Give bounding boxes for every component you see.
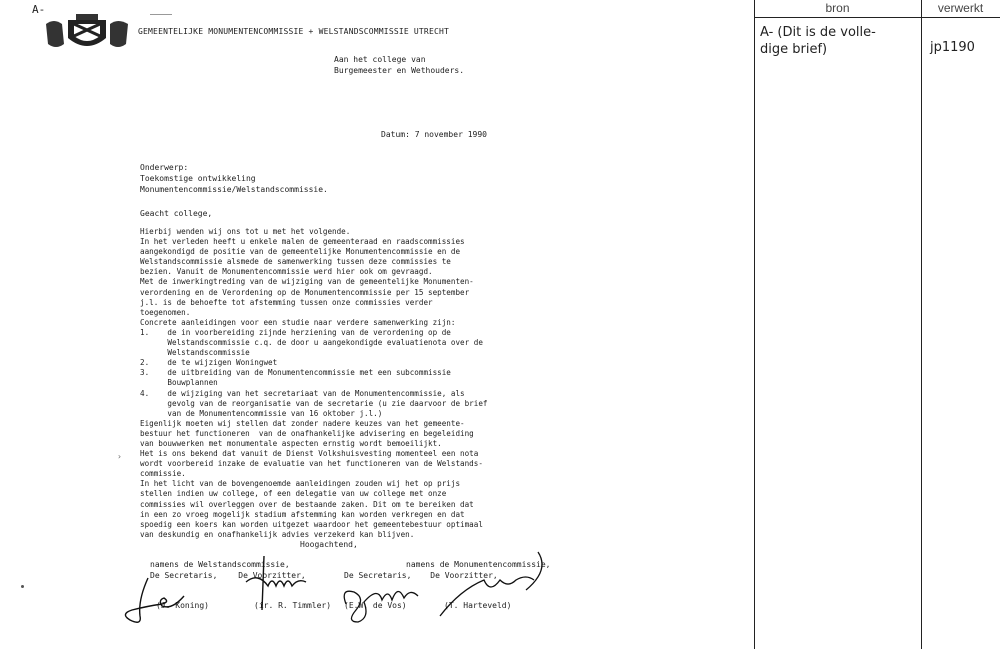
body-line: wordt voorbereid inzake de evaluatie van het functioneren van de Welstands- bbox=[140, 459, 483, 469]
signatory-name: (ir. R. Timmler) bbox=[254, 601, 332, 610]
body-line: j.l. is de behoefte tot afstemming tussen onze commissies verder bbox=[140, 297, 433, 307]
column-header-verwerkt: verwerkt bbox=[937, 1, 984, 15]
addressee bbox=[334, 54, 464, 76]
body-line: Met de inwerkingtreding van de wijziging van de gemeentelijke Monumenten- bbox=[140, 277, 474, 287]
bron-note-line: A- (Dit is de volle- bbox=[760, 25, 876, 40]
body-line: Welstandscommissie alsmede de samenwerking tussen deze commissies te bbox=[140, 257, 451, 267]
margin-mark: › bbox=[117, 452, 122, 461]
role-voorzitter: De Voorzitter, bbox=[238, 571, 306, 580]
letter-body bbox=[140, 227, 530, 540]
body-line: bezien. Vanuit de Monumentencommissie werd hier ook om gevraagd. bbox=[140, 267, 433, 277]
body-line: van deskundig en onafhankelijk advies verzekerd kan blijven. bbox=[140, 529, 415, 539]
margin-dot bbox=[21, 585, 24, 588]
body-line: commissie. bbox=[140, 469, 186, 479]
addressee-line: Aan het college van bbox=[334, 55, 426, 64]
body-line: Hierbij wenden wij ons tot u met het volgende. bbox=[140, 227, 351, 236]
body-line: Welstandscommissie bbox=[140, 348, 250, 358]
signature-icon bbox=[430, 550, 550, 620]
closing: Hoogachtend, bbox=[300, 540, 358, 549]
bron-note-line: dige brief) bbox=[760, 42, 828, 57]
letter-date: Datum: 7 november 1990 bbox=[381, 130, 487, 139]
body-line: Concrete aanleidingen voor een studie naar verdere samenwerking zijn: bbox=[140, 317, 456, 327]
body-line: aangekondigd de positie van de gemeentelijke Monumentencommissie en de bbox=[140, 247, 461, 257]
role-secretaris: De Secretaris, bbox=[150, 571, 218, 580]
subject-line: Toekomstige ontwikkeling bbox=[140, 174, 256, 183]
form-header-divider bbox=[754, 17, 1000, 18]
body-line: van bouwwerken met monumentale aspecten ernstig wordt bemoeilijkt. bbox=[140, 438, 442, 448]
addressee-line: Burgemeester en Wethouders. bbox=[334, 66, 465, 75]
signatory-name: (J. Koning) bbox=[156, 601, 209, 610]
signature-group: namens de Welstandscommissie, bbox=[150, 560, 290, 569]
body-line: in een zo vroeg mogelijk stadium afstemming kan worden verkregen en dat bbox=[140, 509, 465, 519]
body-line: Eigenlijk moeten wij stellen dat zonder nadere keuzes van het gemeente- bbox=[140, 418, 465, 428]
subject bbox=[140, 162, 328, 195]
body-line: commissies wil overleggen over de bestaande zaken. Dit om te bereiken dat bbox=[140, 499, 474, 509]
signature-group: namens de Monumentencommissie, bbox=[406, 560, 551, 569]
signatory-name: (E.W. de Vos) bbox=[344, 601, 407, 610]
body-line: Het is ons bekend dat vanuit de Dienst Volkshuisvesting momenteel een nota bbox=[140, 449, 479, 459]
body-line: In het verleden heeft u enkele malen de gemeenteraad en raadscommissies bbox=[140, 237, 465, 247]
body-line: 4. de wijziging van het secretariaat van de Monumentencommissie, als bbox=[140, 388, 465, 398]
body-line: gevolg van de reorganisatie van de secretarie (u zie daarvoor de brief bbox=[140, 398, 488, 408]
form-border bbox=[921, 0, 922, 649]
bron-note bbox=[760, 24, 876, 58]
role-secretaris: De Secretaris, bbox=[344, 571, 412, 580]
coat-of-arms-icon bbox=[44, 14, 130, 54]
signature-icon bbox=[242, 552, 314, 614]
subject-line: Onderwerp: bbox=[140, 163, 189, 172]
letterhead: GEMEENTELIJKE MONUMENTENCOMMISSIE + WELSTANDSCOMMISSIE UTRECHT bbox=[138, 27, 450, 36]
body-line: 2. de te wijzigen Woningwet bbox=[140, 358, 278, 368]
body-line: van de Monumentencommissie van 16 oktober j.l.) bbox=[140, 408, 383, 418]
signature-icon bbox=[118, 570, 190, 630]
body-line: verordening en de Verordening op de Monumentencommissie per 15 september bbox=[140, 287, 470, 297]
signature-icon bbox=[338, 574, 424, 626]
body-line: bestuur het functioneren van de onafhankelijke advisering en begeleiding bbox=[140, 428, 474, 438]
body-line: 1. de in voorbereiding zijnde herziening van de verordening op de bbox=[140, 327, 451, 337]
body-line: Bouwplannen bbox=[140, 378, 218, 388]
divider bbox=[150, 14, 172, 15]
verwerkt-value: jp1190 bbox=[930, 40, 975, 55]
body-line: 3. de uitbreiding van de Monumentencommissie met een subcommissie bbox=[140, 368, 451, 378]
salutation: Geacht college, bbox=[140, 209, 213, 218]
body-line: In het licht van de bovengenoemde aanleidingen zouden wij het op prijs bbox=[140, 479, 461, 489]
role-voorzitter: De Voorzitter, bbox=[430, 571, 498, 580]
corner-mark: A- bbox=[32, 3, 46, 16]
form-border bbox=[754, 0, 755, 649]
signatory-name: (T. Harteveld) bbox=[444, 601, 512, 610]
body-line: stellen indien uw college, of een delegatie van uw college met onze bbox=[140, 489, 447, 499]
subject-line: Monumentencommissie/Welstandscommissie. bbox=[140, 185, 328, 194]
body-line: Welstandscommissie c.q. de door u aangekondigde evaluatienota over de bbox=[140, 338, 483, 348]
column-header-bron: bron bbox=[825, 1, 850, 15]
body-line: toegenomen. bbox=[140, 307, 191, 317]
body-line: spoedig een koers kan worden uitgezet waardoor het gemeentebestuur optimaal bbox=[140, 519, 483, 529]
